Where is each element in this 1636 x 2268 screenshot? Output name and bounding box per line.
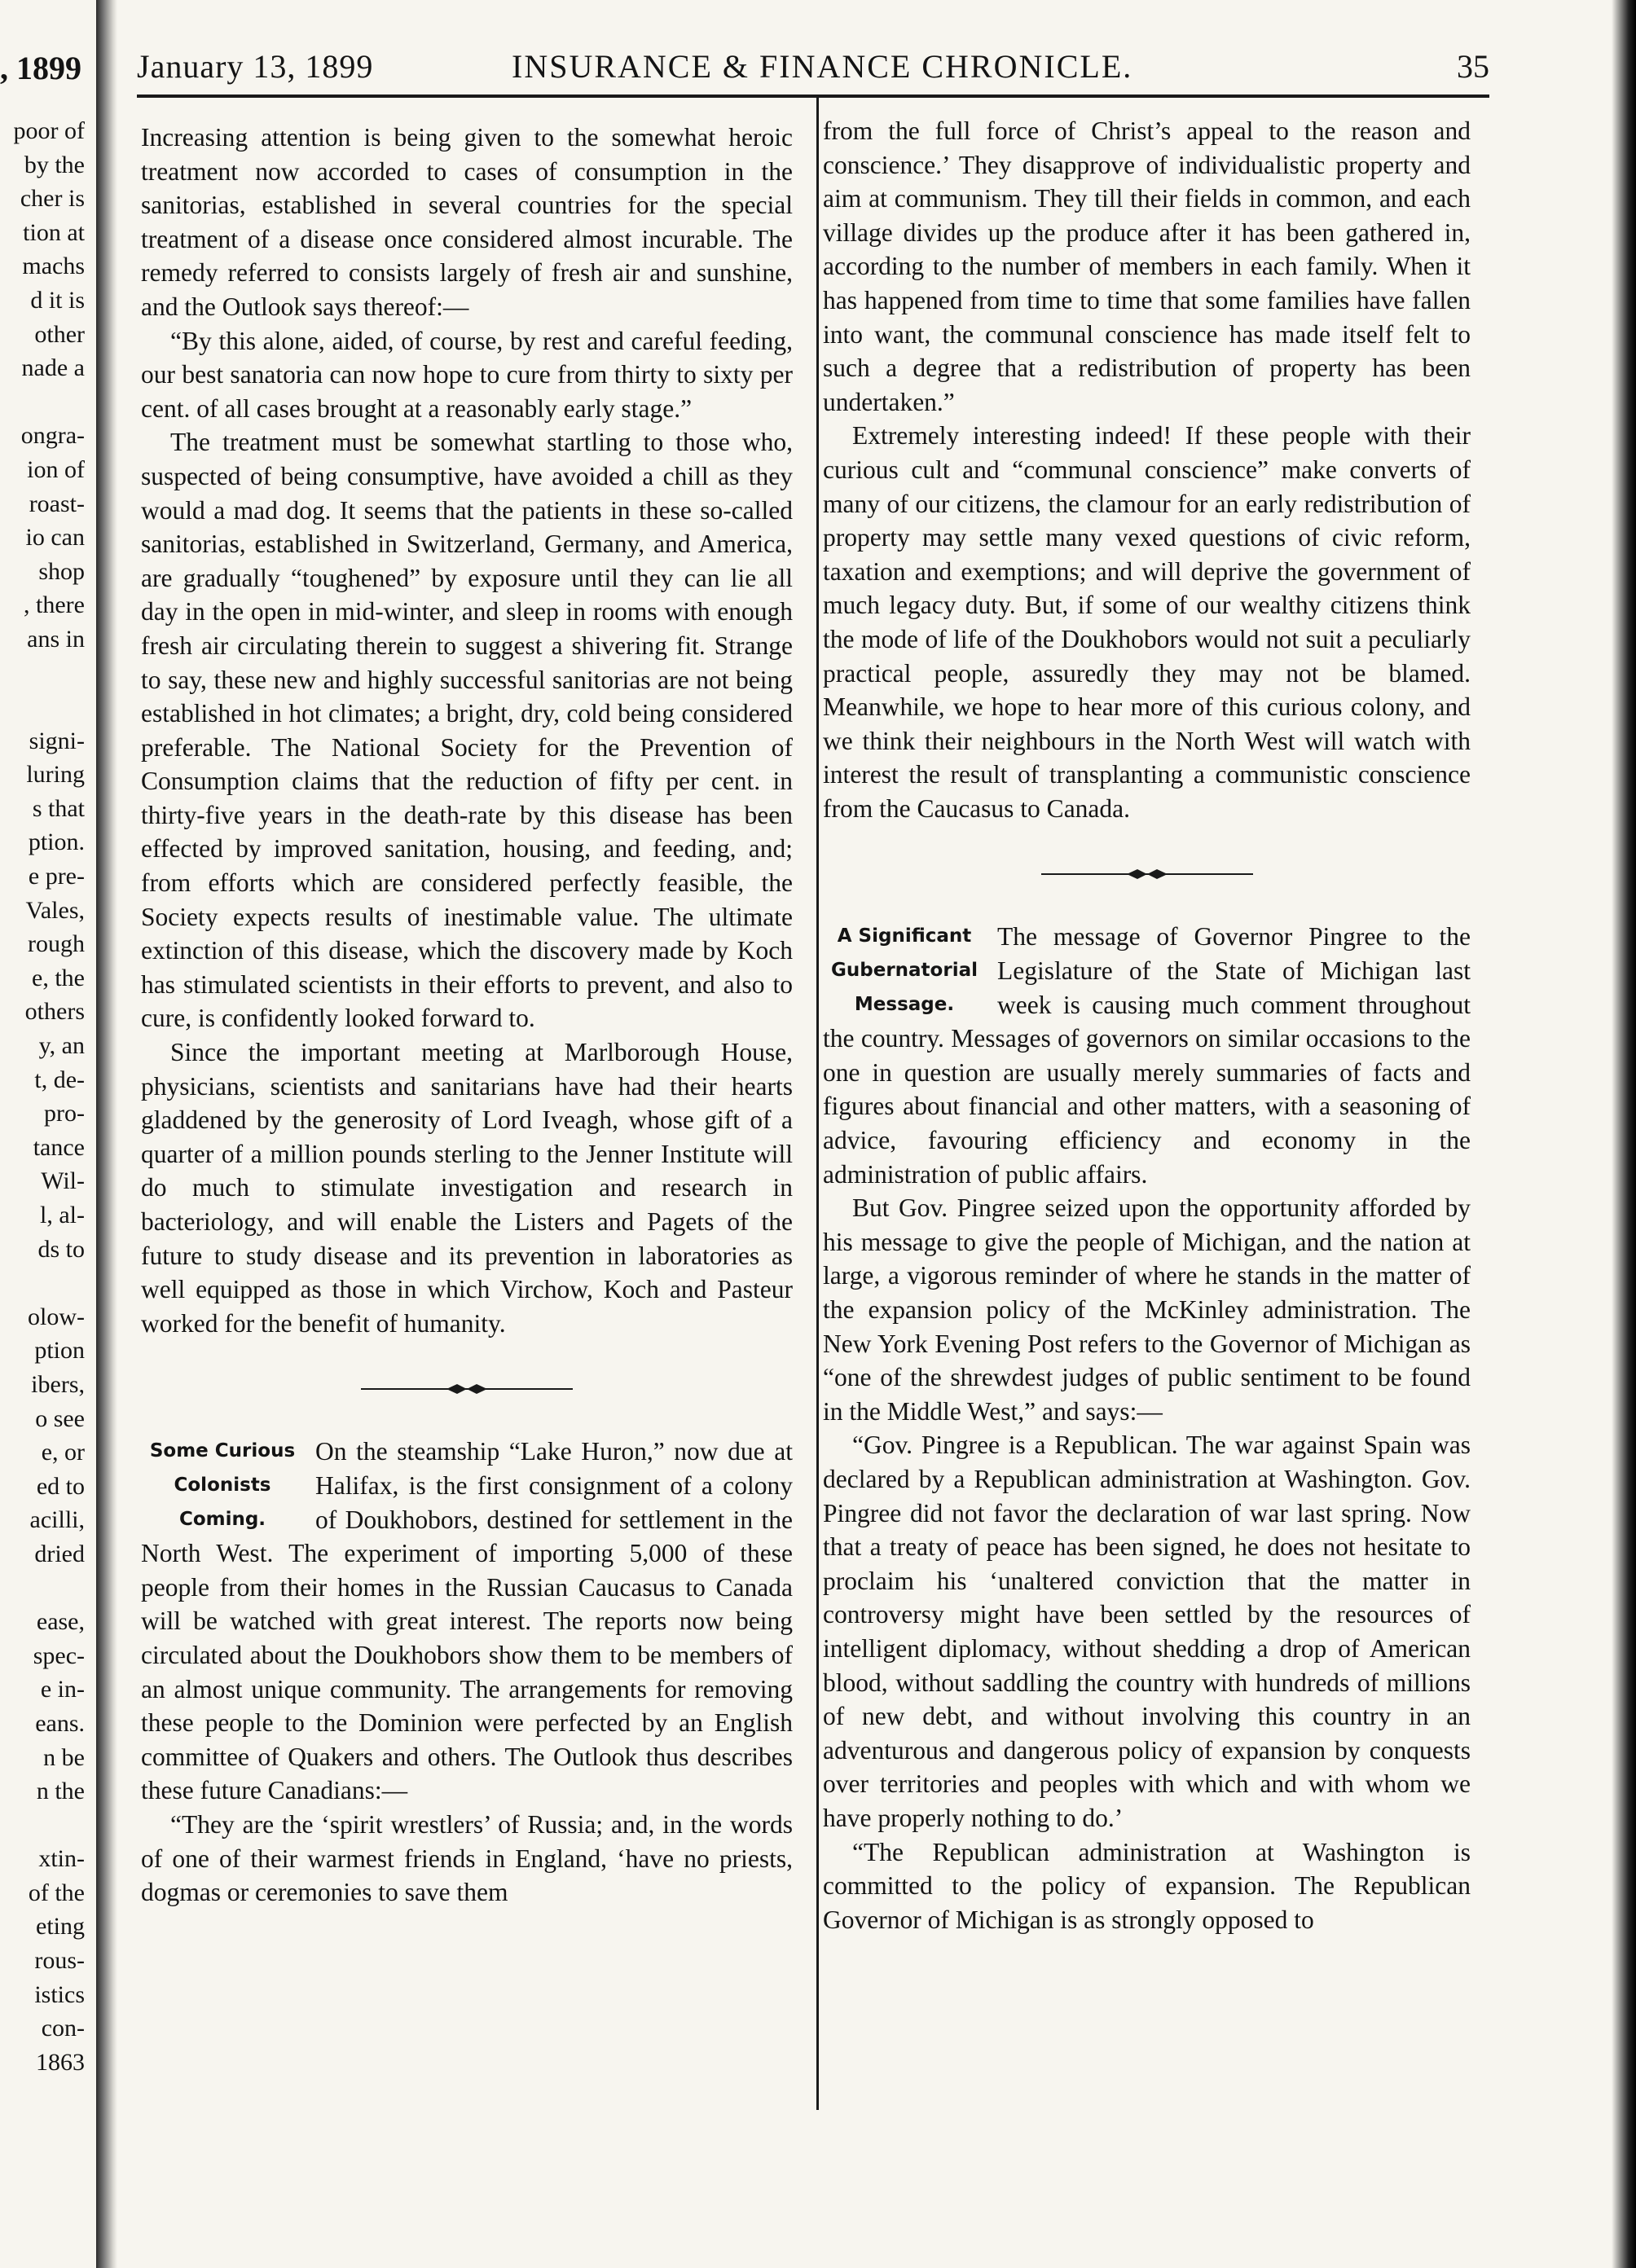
article-paragraph: Since the important meeting at Marlborough House, physicians, scientists and sanitarians have had their hearts gladdened by the generosity of Lord Iveagh, whose gift of a quarter of a million pounds sterling to the Jenner Institute will do much to stimulate investigation and research in bacteriology, and will enable the Listers and Pagets of the future to study disease and its prevention in laboratories as well equipped as those in which Virchow, Koch and Pasteur worked for the benefit of humanity. xyxy=(141,1038,793,1338)
prev-page-line: tance xyxy=(33,1133,85,1161)
prev-page-line: y, an xyxy=(38,1032,85,1060)
prev-page-line: luring xyxy=(26,761,85,789)
article-paragraph: “By this alone, aided, of course, by rest and careful feeding, our best sanatoria can now hope to cure from thirty to sixty per cent. of all cases brought at a reasonably early stage.” xyxy=(141,326,793,423)
prev-page-line: olow- xyxy=(28,1303,85,1330)
page-header xyxy=(137,47,1489,93)
prev-page-line: con- xyxy=(41,2015,85,2042)
prev-page-line: of the xyxy=(28,1879,85,1906)
article-paragraph: Extremely interesting indeed! If these people with their curious cult and “communal conscience” make converts of many of our citizens, the clamour for an early redistribution of property may settle many vexed questions of civic reform, taxation and exemptions; and will deprive the government of much legacy duty. But, if some of our wealthy citizens think the mode of life of the Doukhobors would not suit a peculiarly practical people, assuredly they may not be blamed. Meanwhile, we hope to hear more of this curious colony, and we think their neighbours in the North West will watch with interest the result of transplanting a communistic conscience from the Caucasus to Canada. xyxy=(823,421,1471,823)
prev-page-line: ease, xyxy=(36,1608,85,1636)
prev-page-line: tion at xyxy=(23,218,85,246)
article-paragraph: Increasing attention is being given to the somewhat heroic treatment now accorded to cases of consumption in the sanitorias, established in several countries for the special treatment of a disease once considered almost incurable. The remedy referred to consists largely of fresh air and sunshine, and the Outlook says thereof:— xyxy=(141,123,793,321)
article-paragraph: “The Republican administration at Washington is committed to the policy of expansion. The Republican Governor of Michigan is as strongly opposed to xyxy=(823,1837,1471,1934)
page-gutter-shadow xyxy=(96,0,117,2268)
prev-page-line: acilli, xyxy=(29,1506,85,1534)
prev-page-column-fragment xyxy=(0,114,85,2079)
prev-page-line: ption xyxy=(34,1337,85,1365)
prev-page-line: ans in xyxy=(27,625,85,653)
prev-page-line: ibers, xyxy=(31,1370,85,1398)
prev-page-line: e, or xyxy=(41,1439,85,1466)
article-paragraph: On the steamship “Lake Huron,” now due at Halifax, is the first consignment of a colony of Doukhobors, destined for settlement in the North West. The experiment of importing 5,000 of these people from their homes in the Russian Caucasus to Canada will be watched with great interest. The reports now being circulated about the Doukhobors show them to be members of an almost unique community. The arrangements for removing these people to the Dominion were perfected by an English committee of Quakers and others. The Outlook thus describes these future Canadians:— xyxy=(141,1437,793,1805)
prev-page-line: xtin- xyxy=(38,1845,85,1873)
prev-page-line: other xyxy=(34,320,85,348)
side-head-line: Coming. xyxy=(178,1508,266,1530)
prev-page-line: , there xyxy=(24,591,85,619)
prev-page-line: Wil- xyxy=(41,1167,85,1195)
prev-page-line xyxy=(0,385,85,420)
page-number: 35 xyxy=(1457,48,1489,85)
prev-page-line: n be xyxy=(43,1743,85,1771)
prev-page-line: roast- xyxy=(29,490,85,517)
prev-page-line: pro- xyxy=(44,1100,85,1127)
prev-page-line: dried xyxy=(34,1540,85,1567)
issue-date: January 13, 1899 xyxy=(137,48,374,85)
prev-page-line: io can xyxy=(25,524,85,552)
prev-page-line: machs xyxy=(22,253,85,280)
section-side-head xyxy=(141,1435,304,1536)
section-divider-ornament xyxy=(361,1382,573,1396)
prev-page-line: others xyxy=(24,998,85,1026)
prev-page-line: ion of xyxy=(27,455,85,483)
prev-page-line: ds to xyxy=(37,1235,85,1263)
prev-page-line: e pre- xyxy=(28,863,85,890)
publication-title: INSURANCE & FINANCE CHRONICLE. xyxy=(512,48,1133,85)
prev-page-line: 1863 xyxy=(36,2048,85,2076)
prev-page-line: ongra- xyxy=(20,422,85,450)
article-paragraph: “Gov. Pingree is a Republican. The war against Spain was declared by a Republican administration at Washington. Gov. Pingree did not favor the declaration of war last spring. Now that a treaty of peace has been signed, he does not hesitate to proclaim his ‘unaltered conviction that the matter in controversy might have been settled by the resources of intelligent diplomacy, without shedding a drop of American blood, without saddling the country with hundreds of millions of new debt, and without involving this country in an adventurous and dangerous policy of expansion by conquests over territories and peoples with which and with whom we have properly nothing to do.’ xyxy=(823,1431,1471,1832)
prev-page-line: ed to xyxy=(36,1472,85,1500)
right-column xyxy=(823,114,1471,1936)
side-head-line: A Significant xyxy=(837,925,972,947)
article-paragraph: The treatment must be somewhat startling to those who, suspected of being consumptive, have avoided a chill as they would a mad dog. It seems that the patients in these so-called sanitorias, established in Switzerland, Germany, and America, are gradually “toughened” by exposure until they can lie all day in the open in mid-winter, and sleep in rooms with enough fresh air circulating therein to suggest a shivering fit. Strange to say, these new and highly successful sanitorias are not being established in hot climates; a bright, dry, cold being considered preferable. The National Society for the Prevention of Consumption claims that the reduction of fifty per cent. in thirty-five years in the death-rate by this disease has been effected by improved sanitation, housing, and feeding, and; from efforts which are considered perfectly feasible, the Society expects results of inestimable value. The ultimate extinction of this disease, which the discovery made by Koch has stimulated scientists in their efforts to prevent, and also to cure, is confidently looked forward to. xyxy=(141,428,793,1033)
prev-page-line: poor of xyxy=(13,117,85,144)
prev-page-header: , 1899 xyxy=(0,50,81,86)
prev-page-line: cher is xyxy=(20,185,85,213)
prev-page-line: signi- xyxy=(29,727,85,754)
prev-page-line: d it is xyxy=(30,286,85,314)
prev-page-line: rous- xyxy=(34,1947,85,1975)
side-head-line: Message. xyxy=(854,993,955,1015)
column-rule xyxy=(816,98,819,2110)
prev-page-line: by the xyxy=(24,151,85,178)
prev-page-line: e, the xyxy=(32,964,85,991)
prev-page-line xyxy=(0,690,85,724)
side-head-line: Gubernatorial xyxy=(831,960,978,982)
prev-page-line: shop xyxy=(38,557,85,585)
prev-page-line xyxy=(0,657,85,691)
prev-page-line: spec- xyxy=(33,1642,85,1669)
prev-page-line: s that xyxy=(32,794,85,822)
prev-page-line: n the xyxy=(36,1778,85,1805)
left-column xyxy=(141,121,793,1910)
prev-page-line: t, de- xyxy=(34,1066,85,1093)
prev-page-line: rough xyxy=(28,930,85,958)
article-paragraph: from the full force of Christ’s appeal to the reason and conscience.’ They disapprove of individualistic property and aim at communism. They till their fields in common, and each village divides up the produce after it has been gathered in, according to the number of members in each family. When it has happened from time to time that some families have fallen into want, the communal conscience has made itself felt to such a degree that a redistribution of property has been undertaken.” xyxy=(823,116,1471,416)
prev-page-line: istics xyxy=(34,1980,85,2008)
section-side-head xyxy=(823,920,986,1022)
side-head-line: Some Curious xyxy=(149,1440,296,1462)
section-divider-ornament xyxy=(1041,868,1253,881)
side-head-line: Colonists xyxy=(174,1474,271,1496)
article-paragraph: The message of Governor Pingree to the Legislature of the State of Michigan last week is causing much comment throughout the country. Messages of governors on similar occasions to the one in question are usually merely summaries of facts and figures about financial and other matters, with a seasoning of advice, favouring efficiency and economy in the administration of public affairs. xyxy=(823,922,1471,1189)
prev-page-line: ption. xyxy=(28,829,85,856)
prev-page-line: eans. xyxy=(35,1709,85,1737)
prev-page-line: e in- xyxy=(40,1676,85,1703)
header-rule xyxy=(137,94,1489,98)
prev-page-line: nade a xyxy=(21,354,85,382)
article-paragraph: But Gov. Pingree seized upon the opportunity afforded by his message to give the people of Michigan, and the nation at large, a vigorous reminder of where he stands in the matter of the expansion policy of the McKinley administration. The New York Evening Post refers to the Governor of Michigan as “one of the shrewdest judges of public sentiment to be found in the Middle West,” and says:— xyxy=(823,1193,1471,1426)
page-edge-shadow xyxy=(1612,0,1636,2268)
prev-page-line xyxy=(0,1266,85,1300)
article-paragraph: “They are the ‘spirit wrestlers’ of Russia; and, in the words of one of their warmest friends in England, ‘have no priests, dogmas or ceremonies to save them xyxy=(141,1809,793,1907)
prev-page-line: Vales, xyxy=(25,896,85,924)
prev-page-line: eting xyxy=(36,1913,85,1941)
prev-page-line: l, al- xyxy=(40,1202,85,1228)
prev-page-line xyxy=(0,1571,85,1606)
prev-page-line: o see xyxy=(35,1404,85,1432)
prev-page-line xyxy=(0,1809,85,1843)
